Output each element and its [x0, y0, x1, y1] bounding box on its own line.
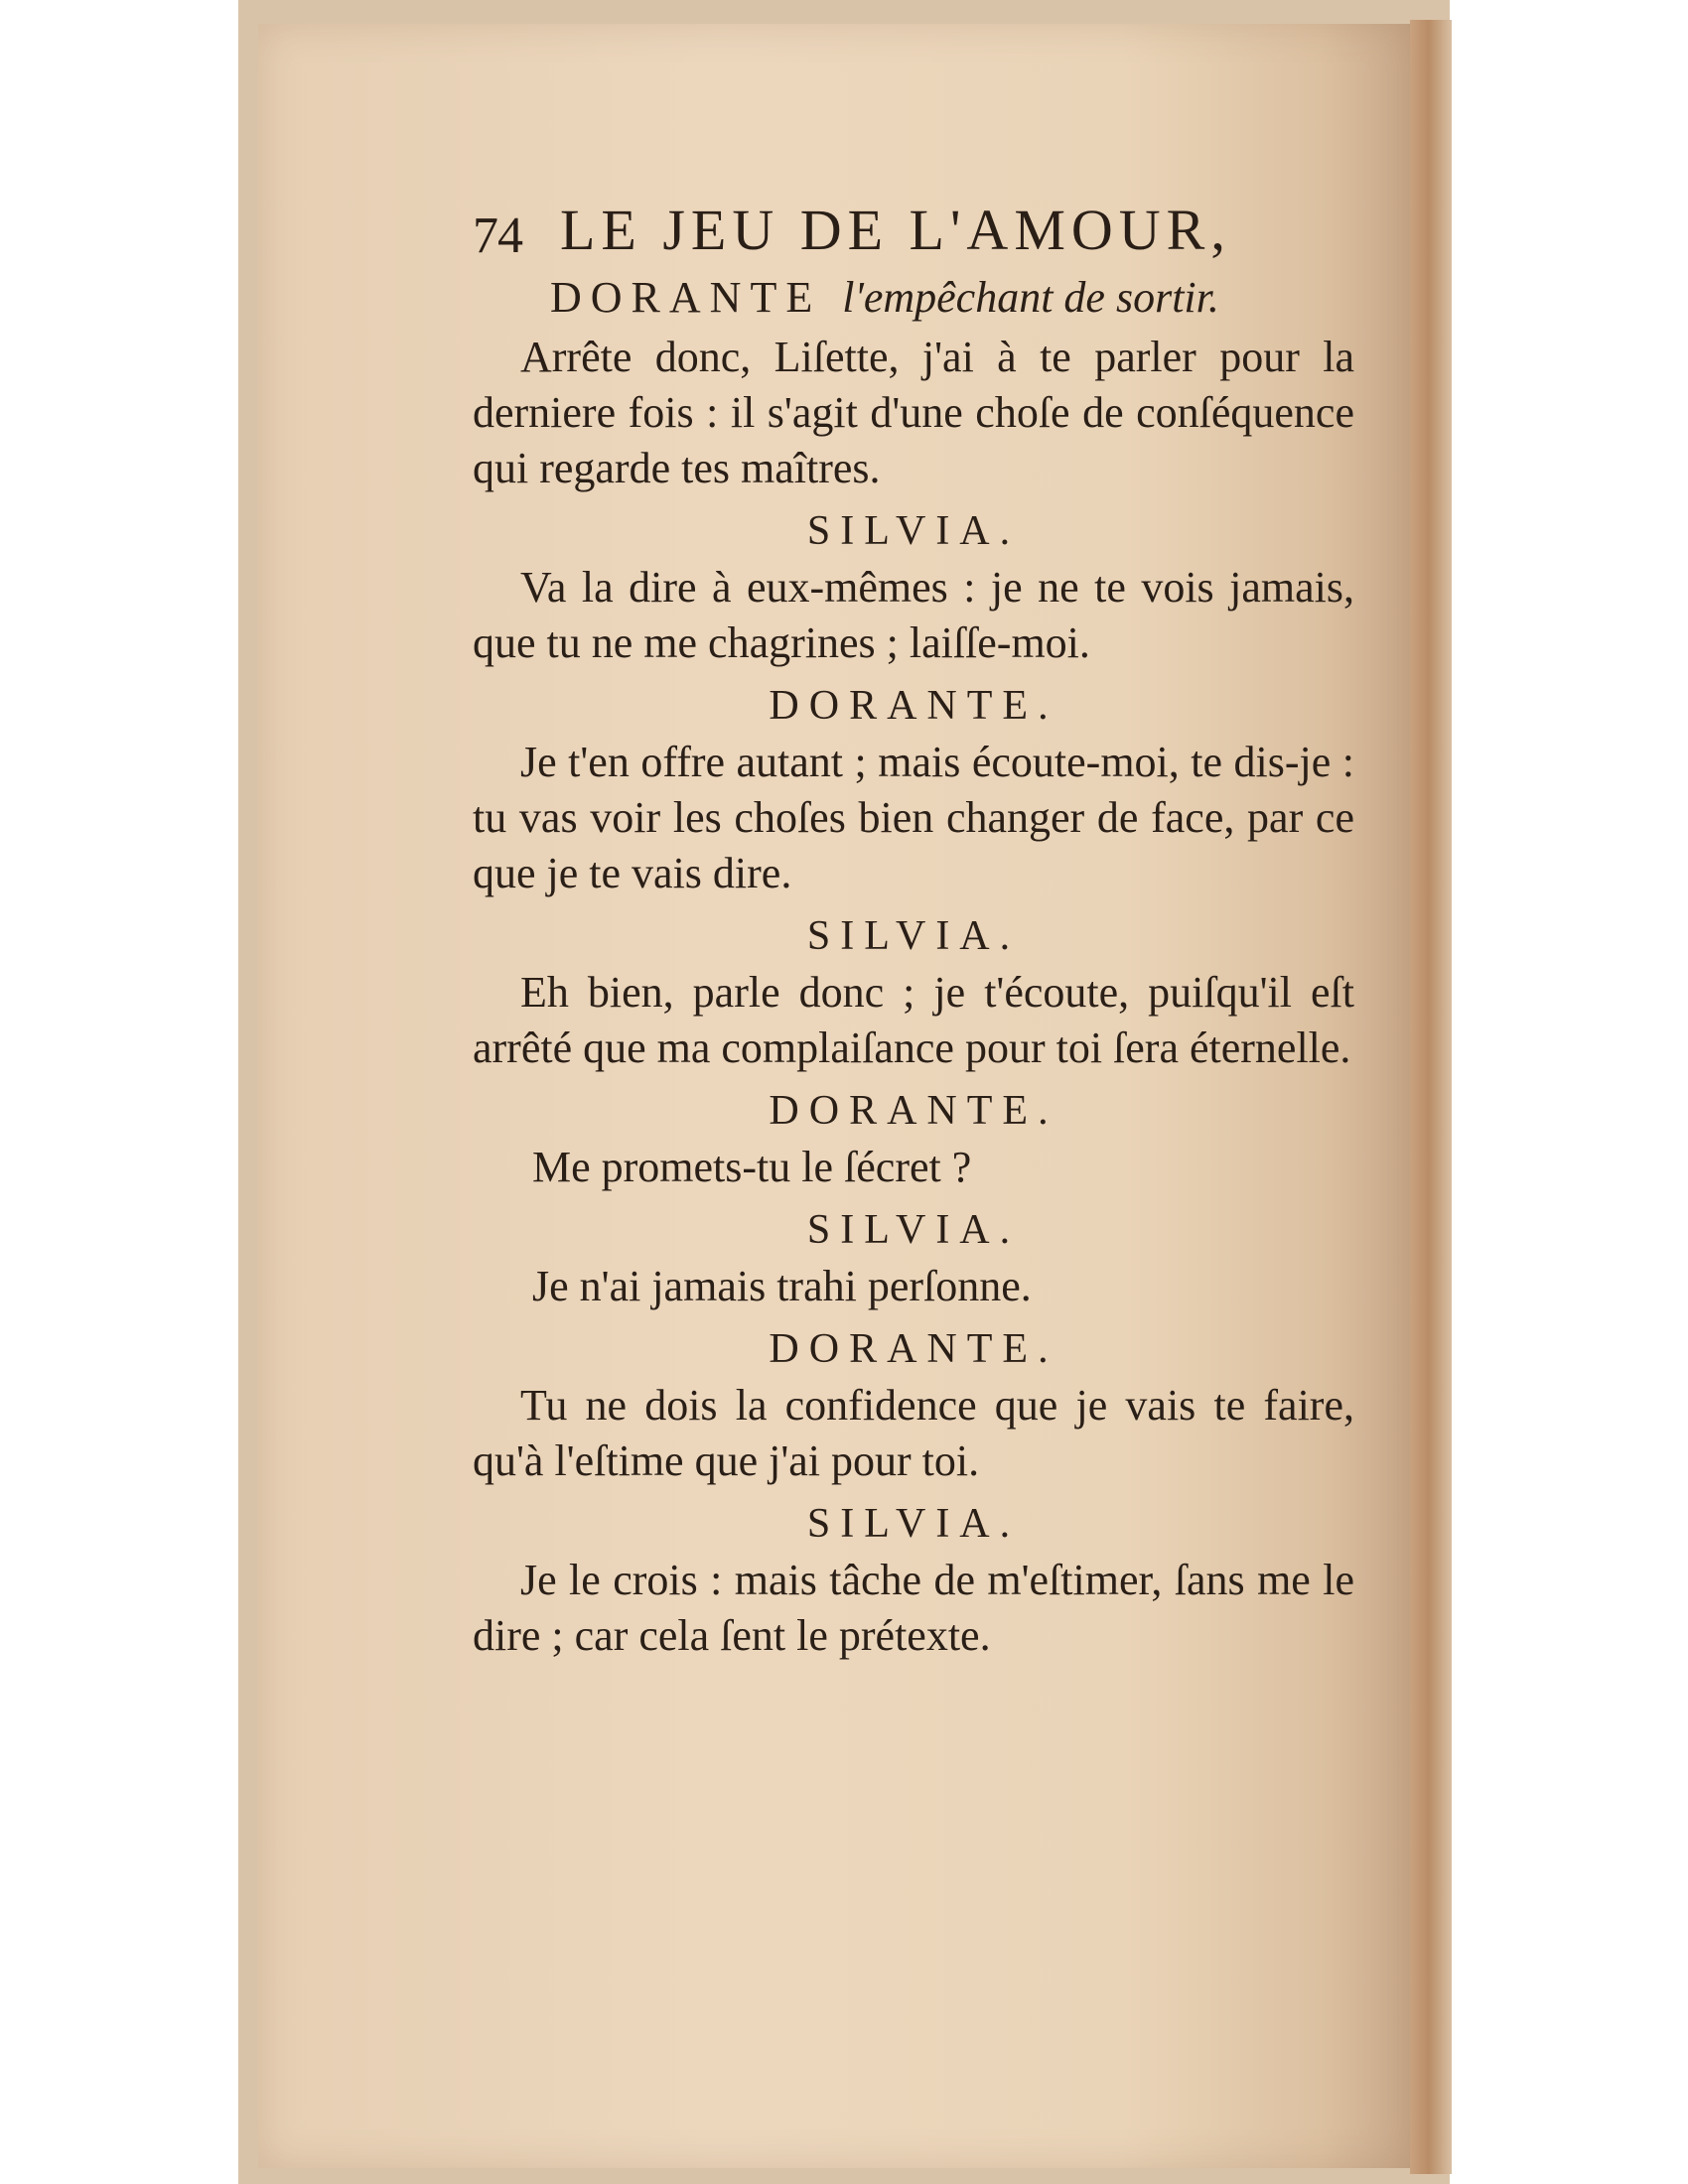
speaker-name: DORANTE.	[769, 683, 1058, 729]
speaker-name: SILVIA.	[806, 913, 1021, 959]
speech-block	[473, 1495, 1354, 1664]
speaker-name: SILVIA.	[806, 1207, 1021, 1253]
speaker-name: SILVIA.	[806, 508, 1021, 554]
speech-text: Tu ne dois la confidence que je vais te faire, qu'à l'eſtime que j'ai pour toi.	[473, 1381, 1354, 1485]
speech-block	[473, 907, 1354, 1076]
speech-block	[473, 1082, 1354, 1195]
speech-block	[473, 502, 1354, 671]
speaker-name: SILVIA.	[806, 1501, 1021, 1547]
stage-direction-text: l'empêchant de sortir.	[842, 273, 1219, 322]
speaker-name: DORANTE.	[769, 1326, 1058, 1372]
speech-text: Je n'ai jamais trahi perſonne.	[532, 1262, 1032, 1310]
running-title: LE JEU DE L'AMOUR,	[560, 198, 1231, 262]
speech-text: Je t'en offre autant ; mais écoute-moi, te dis-je : tu vas voir les choſes bien changer de face, par ce que je te vais dire.	[473, 738, 1354, 897]
speech-text: Va la dire à eux-mêmes : je ne te vois jamais, que tu ne me chagrines ; laiſſe-moi.	[473, 563, 1354, 667]
speech-block	[473, 677, 1354, 901]
stage-direction	[473, 272, 1354, 330]
speech-block	[473, 1320, 1354, 1489]
page-number: 74	[473, 207, 522, 264]
stage-speaker: DORANTE	[550, 273, 822, 322]
speaker-name: DORANTE.	[769, 1088, 1058, 1134]
speech-text: Me promets-tu le ſécret ?	[532, 1143, 972, 1191]
speech-text: Eh bien, parle donc ; je t'écoute, puiſqu'il eſt arrêté que ma complaiſance pour toi ſera éternelle.	[473, 968, 1354, 1072]
speech-block	[473, 1201, 1354, 1314]
speech-text: Arrête donc, Liſette, j'ai à te parler pour la derniere fois : il s'agit d'une choſe de conſéquence qui regarde tes maîtres.	[473, 333, 1354, 492]
speech-text: Je le crois : mais tâche de m'eſtimer, ſans me le dire ; car cela ſent le prétexte.	[473, 1556, 1354, 1660]
page-text	[473, 189, 1354, 1670]
running-head	[473, 189, 1354, 272]
page-edge	[1410, 20, 1452, 2174]
speech-block	[473, 330, 1354, 496]
